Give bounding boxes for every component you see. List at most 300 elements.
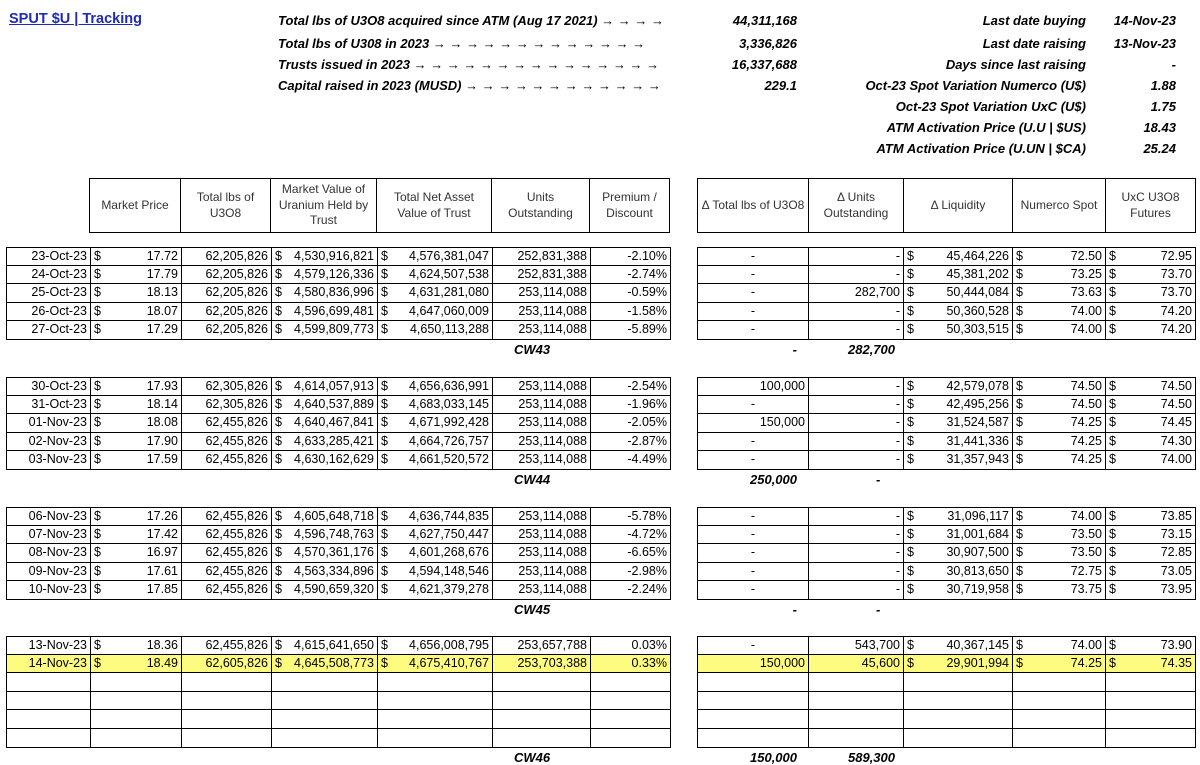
delta-units-cell: - [809,433,904,451]
column-header[interactable]: Total Net Asset Value of Trust [377,179,492,232]
uxc-futures-cell-value: 73.85 [1160,509,1192,523]
delta-lbs-cell: 150,000 [698,414,809,432]
delta-lbs-cell: - [698,321,809,339]
liquidity-cell-value: 30,813,650 [946,563,1009,578]
liquidity-cell-value: 42,579,078 [946,379,1009,393]
market-value-cell [272,303,378,321]
liquidity-cell-value: 31,441,336 [946,433,1009,448]
row-right-block [697,414,1196,433]
nav-cell-value: 4,671,992,428 [409,415,489,430]
liquidity-cell [904,637,1013,654]
market-value-cell-value: 4,630,162,629 [294,452,374,467]
market-price-cell-value: 17.90 [146,433,178,448]
empty-cell [493,729,591,747]
delta-lbs-cell: - [698,248,809,265]
delta-lbs-cell: - [698,396,809,414]
currency-symbol: $ [907,285,914,300]
market-value-cell-value: 4,615,641,650 [294,638,374,652]
numerco-spot-cell-value: 73.63 [1070,285,1102,300]
uxc-futures-cell-value: 72.95 [1160,249,1192,263]
nav-cell-value: 4,621,379,278 [409,582,489,597]
market-price-cell-value: 18.49 [146,655,178,670]
currency-symbol: $ [381,285,388,300]
currency-symbol: $ [907,638,914,652]
uxc-futures-cell-value: 74.45 [1160,415,1192,430]
currency-symbol: $ [275,379,282,393]
total-lbs-cell: 62,455,826 [182,433,272,451]
liquidity-cell-value: 31,001,684 [946,526,1009,541]
row-left-block [6,266,671,285]
empty-cell [698,673,809,691]
empty-cell [378,729,493,747]
numerco-spot-cell-value: 74.00 [1070,509,1102,523]
column-header[interactable]: Market Value of Uranium Held by Trust [271,179,377,232]
week-total-label: CW45 [514,602,551,617]
delta-units-cell: - [809,396,904,414]
market-price-cell [91,266,182,284]
empty-cell [1106,729,1196,747]
info-label: ATM Activation Price (U.U | $US) [886,120,1086,135]
currency-symbol: $ [1109,266,1116,281]
nav-cell [378,414,493,432]
market-value-cell [272,378,378,395]
liquidity-cell [904,433,1013,451]
empty-cell [91,710,182,728]
uxc-futures-cell-value: 74.30 [1160,433,1192,448]
column-header[interactable]: Premium / Discount [590,179,670,232]
currency-symbol: $ [1016,285,1023,300]
liquidity-cell-value: 50,360,528 [946,303,1009,318]
info-label: Days since last raising [945,57,1086,72]
row-left-block [6,247,671,266]
uxc-futures-cell-value: 73.90 [1160,638,1192,652]
info-value: 13-Nov-23 [1113,36,1176,51]
empty-cell [7,673,91,691]
currency-symbol: $ [1109,415,1116,430]
currency-symbol: $ [275,415,282,430]
market-price-cell-value: 17.29 [146,322,178,337]
currency-symbol: $ [1016,638,1023,652]
units-cell: 253,114,088 [493,396,591,414]
numerco-spot-cell-value: 74.50 [1070,396,1102,411]
date-cell: 06-Nov-23 [7,508,91,525]
market-value-cell-value: 4,590,659,320 [294,582,374,597]
currency-symbol: $ [1016,379,1023,393]
total-lbs-cell: 62,455,826 [182,563,272,581]
numerco-spot-cell [1013,655,1106,673]
nav-cell [378,637,493,654]
empty-cell [91,729,182,747]
currency-symbol: $ [275,396,282,411]
liquidity-cell-value: 45,381,202 [946,266,1009,281]
date-cell: 07-Nov-23 [7,526,91,544]
market-value-cell-value: 4,570,361,176 [294,545,374,560]
row-left-block [6,729,671,748]
premium-cell: 0.03% [591,637,671,654]
market-value-cell [272,248,378,265]
liquidity-cell [904,451,1013,469]
premium-cell: -0.59% [591,284,671,302]
nav-cell [378,303,493,321]
currency-symbol: $ [275,303,282,318]
row-left-block [6,636,671,655]
currency-symbol: $ [1109,433,1116,448]
numerco-spot-cell-value: 74.50 [1070,379,1102,393]
summary-label: Trusts issued in 2023 → → → → → → → → → → → → → → → [278,57,660,72]
premium-cell: 0.33% [591,655,671,673]
uxc-futures-cell [1106,563,1196,581]
row-left-block [6,303,671,322]
currency-symbol: $ [275,509,282,523]
units-cell: 253,114,088 [493,563,591,581]
uxc-futures-cell [1106,526,1196,544]
liquidity-cell [904,284,1013,302]
numerco-spot-cell [1013,563,1106,581]
currency-symbol: $ [94,563,101,578]
premium-cell: -1.96% [591,396,671,414]
currency-symbol: $ [381,452,388,467]
numerco-spot-cell-value: 74.25 [1070,452,1102,467]
premium-cell: -6.65% [591,544,671,562]
empty-cell [1106,673,1196,691]
date-cell: 09-Nov-23 [7,563,91,581]
currency-symbol: $ [94,266,101,281]
info-label: ATM Activation Price (U.UN | $CA) [876,141,1086,156]
uxc-futures-cell-value: 74.20 [1160,322,1192,337]
liquidity-cell [904,378,1013,395]
info-label: Last date buying [982,13,1086,28]
row-right-block [697,321,1196,340]
uxc-futures-cell [1106,414,1196,432]
delta-lbs-cell: - [698,508,809,525]
currency-symbol: $ [1109,526,1116,541]
units-cell: 253,114,088 [493,433,591,451]
units-cell: 253,114,088 [493,284,591,302]
numerco-spot-cell-value: 73.25 [1070,266,1102,281]
liquidity-cell [904,563,1013,581]
date-cell: 10-Nov-23 [7,581,91,599]
delta-lbs-cell: - [698,451,809,469]
delta-units-cell: - [809,266,904,284]
currency-symbol: $ [94,452,101,467]
numerco-spot-cell-value: 73.50 [1070,545,1102,560]
sheet-title[interactable]: SPUT $U | Tracking [9,11,142,27]
empty-cell [182,710,272,728]
date-cell: 08-Nov-23 [7,544,91,562]
market-price-cell [91,508,182,525]
market-price-cell-value: 18.13 [146,285,178,300]
market-price-cell-value: 17.79 [146,266,178,281]
currency-symbol: $ [381,249,388,263]
liquidity-cell [904,396,1013,414]
uxc-futures-cell-value: 73.70 [1160,266,1192,281]
liquidity-cell [904,526,1013,544]
currency-symbol: $ [1109,545,1116,560]
info-value: 1.88 [1150,78,1176,93]
market-value-cell-value: 4,614,057,913 [294,379,374,393]
total-lbs-cell: 62,205,826 [182,248,272,265]
currency-symbol: $ [381,655,388,670]
week-total-lbs: 250,000 [750,472,797,487]
info-value: 14-Nov-23 [1113,13,1176,28]
column-header[interactable]: Market Price [90,179,181,232]
premium-cell: -5.78% [591,508,671,525]
info-label: Oct-23 Spot Variation Numerco (U$) [865,78,1086,93]
numerco-spot-cell [1013,284,1106,302]
header-right [697,178,1196,233]
numerco-spot-cell [1013,378,1106,395]
nav-cell-value: 4,624,507,538 [409,266,489,281]
header-left [89,178,670,233]
currency-symbol: $ [275,563,282,578]
premium-cell: -2.74% [591,266,671,284]
currency-symbol: $ [275,452,282,467]
nav-cell [378,433,493,451]
date-cell: 03-Nov-23 [7,451,91,469]
market-value-cell [272,284,378,302]
week-total-lbs: - [792,342,797,357]
market-price-cell-value: 17.26 [146,509,178,523]
week-total-label: CW46 [514,749,551,765]
market-price-cell-value: 18.36 [146,638,178,652]
empty-cell [904,692,1013,710]
column-header[interactable]: Units Outstanding [492,179,590,232]
date-cell: 30-Oct-23 [7,378,91,395]
units-cell: 253,703,388 [493,655,591,673]
numerco-spot-cell [1013,544,1106,562]
currency-symbol: $ [94,379,101,393]
units-cell: 253,114,088 [493,526,591,544]
uxc-futures-cell-value: 72.85 [1160,545,1192,560]
liquidity-cell-value: 31,524,587 [946,415,1009,430]
empty-cell [904,710,1013,728]
delta-units-cell: 543,700 [809,637,904,654]
nav-cell-value: 4,664,726,757 [409,433,489,448]
uxc-futures-cell [1106,378,1196,395]
currency-symbol: $ [1109,285,1116,300]
row-left-block [6,544,671,563]
info-label: Oct-23 Spot Variation UxC (U$) [895,99,1086,114]
currency-symbol: $ [94,285,101,300]
currency-symbol: $ [1109,322,1116,337]
empty-cell [809,673,904,691]
market-value-cell-value: 4,605,648,718 [294,509,374,523]
market-price-cell [91,655,182,673]
uxc-futures-cell-value: 73.70 [1160,285,1192,300]
nav-cell-value: 4,656,008,795 [409,638,489,652]
liquidity-cell [904,266,1013,284]
empty-cell [1013,692,1106,710]
column-header[interactable]: Total lbs of U3O8 [181,179,271,232]
date-cell: 23-Oct-23 [7,248,91,265]
nav-cell-value: 4,601,268,676 [409,545,489,560]
nav-cell [378,563,493,581]
currency-symbol: $ [1109,582,1116,597]
currency-symbol: $ [1109,303,1116,318]
delta-units-cell: - [809,321,904,339]
currency-symbol: $ [275,322,282,337]
market-value-cell [272,563,378,581]
uxc-futures-cell-value: 74.50 [1160,379,1192,393]
row-right-block [697,729,1196,748]
market-value-cell-value: 4,640,467,841 [294,415,374,430]
currency-symbol: $ [1109,638,1116,652]
currency-symbol: $ [275,638,282,652]
empty-cell [591,710,671,728]
delta-units-cell: - [809,563,904,581]
week-total-units: - [876,602,881,617]
empty-cell [493,673,591,691]
date-cell: 01-Nov-23 [7,414,91,432]
empty-cell [904,729,1013,747]
liquidity-cell-value: 50,303,515 [946,322,1009,337]
week-total-lbs: 150,000 [750,749,797,765]
nav-cell [378,248,493,265]
currency-symbol: $ [381,563,388,578]
row-left-block [6,507,671,526]
numerco-spot-cell [1013,451,1106,469]
column-header[interactable]: Numerco Spot [1013,179,1106,232]
date-cell: 24-Oct-23 [7,266,91,284]
currency-symbol: $ [907,396,914,411]
delta-lbs-cell: - [698,526,809,544]
row-left-block [6,451,671,470]
empty-cell [272,692,378,710]
row-left-block [6,710,671,729]
empty-cell [591,692,671,710]
uxc-futures-cell [1106,248,1196,265]
market-price-cell-value: 18.08 [146,415,178,430]
currency-symbol: $ [907,452,914,467]
delta-units-cell: - [809,378,904,395]
nav-cell [378,655,493,673]
market-price-cell [91,414,182,432]
market-price-cell [91,637,182,654]
uxc-futures-cell-value: 74.20 [1160,303,1192,318]
total-lbs-cell: 62,455,826 [182,508,272,525]
column-header[interactable]: Δ Units Outstanding [809,179,904,232]
currency-symbol: $ [275,545,282,560]
numerco-spot-cell-value: 74.00 [1070,638,1102,652]
units-cell: 253,114,088 [493,544,591,562]
info-value: 1.75 [1150,99,1176,114]
units-cell: 253,657,788 [493,637,591,654]
total-lbs-cell: 62,205,826 [182,266,272,284]
row-right-block [697,692,1196,711]
premium-cell: -2.10% [591,248,671,265]
empty-cell [272,673,378,691]
total-lbs-cell: 62,205,826 [182,303,272,321]
row-right-block [697,544,1196,563]
empty-cell [1106,710,1196,728]
nav-cell-value: 4,675,410,767 [409,655,489,670]
currency-symbol: $ [1016,433,1023,448]
uxc-futures-cell [1106,396,1196,414]
empty-cell [7,692,91,710]
liquidity-cell [904,248,1013,265]
numerco-spot-cell [1013,396,1106,414]
delta-lbs-cell: - [698,266,809,284]
total-lbs-cell: 62,455,826 [182,581,272,599]
total-lbs-cell: 62,305,826 [182,396,272,414]
liquidity-cell-value: 31,096,117 [947,509,1009,523]
uxc-futures-cell-value: 74.35 [1160,655,1192,670]
total-lbs-cell: 62,205,826 [182,321,272,339]
liquidity-cell [904,655,1013,673]
currency-symbol: $ [907,379,914,393]
column-header[interactable]: Δ Liquidity [904,179,1013,232]
premium-cell: -2.54% [591,378,671,395]
uxc-futures-cell [1106,303,1196,321]
currency-symbol: $ [94,396,101,411]
nav-cell-value: 4,661,520,572 [409,452,489,467]
currency-symbol: $ [1016,303,1023,318]
row-right-block [697,303,1196,322]
numerco-spot-cell [1013,248,1106,265]
row-right-block [697,636,1196,655]
currency-symbol: $ [275,526,282,541]
delta-lbs-cell: 100,000 [698,378,809,395]
numerco-spot-cell [1013,414,1106,432]
currency-symbol: $ [1109,379,1116,393]
premium-cell: -2.98% [591,563,671,581]
market-price-cell-value: 18.14 [146,396,178,411]
total-lbs-cell: 62,605,826 [182,655,272,673]
currency-symbol: $ [907,655,914,670]
market-value-cell-value: 4,563,334,896 [294,563,374,578]
currency-symbol: $ [275,266,282,281]
liquidity-cell-value: 30,719,958 [946,582,1009,597]
currency-symbol: $ [1016,655,1023,670]
delta-units-cell: - [809,414,904,432]
currency-symbol: $ [907,415,914,430]
currency-symbol: $ [1109,249,1116,263]
liquidity-cell-value: 30,907,500 [946,545,1009,560]
empty-cell [1013,710,1106,728]
currency-symbol: $ [1016,582,1023,597]
premium-cell: -2.24% [591,581,671,599]
units-cell: 253,114,088 [493,378,591,395]
premium-cell: -2.05% [591,414,671,432]
empty-cell [698,692,809,710]
currency-symbol: $ [1109,396,1116,411]
numerco-spot-cell [1013,303,1106,321]
currency-symbol: $ [381,322,388,337]
market-value-cell-value: 4,596,748,763 [294,526,374,541]
row-left-block [6,321,671,340]
uxc-futures-cell [1106,637,1196,654]
currency-symbol: $ [381,266,388,281]
units-cell: 253,114,088 [493,303,591,321]
market-value-cell [272,637,378,654]
delta-lbs-cell: - [698,284,809,302]
empty-cell [91,673,182,691]
column-header[interactable]: UxC U3O8 Futures [1106,179,1196,232]
market-price-cell [91,303,182,321]
market-value-cell-value: 4,530,916,821 [294,249,374,263]
liquidity-cell-value: 31,357,943 [946,452,1009,467]
nav-cell [378,526,493,544]
market-value-cell [272,414,378,432]
summary-value: 3,336,826 [739,36,797,51]
premium-cell: -1.58% [591,303,671,321]
market-price-cell-value: 17.93 [146,379,178,393]
currency-symbol: $ [94,509,101,523]
empty-cell [378,673,493,691]
column-header[interactable]: Δ Total lbs of U3O8 [698,179,809,232]
delta-units-cell: 282,700 [809,284,904,302]
total-lbs-cell: 62,205,826 [182,284,272,302]
